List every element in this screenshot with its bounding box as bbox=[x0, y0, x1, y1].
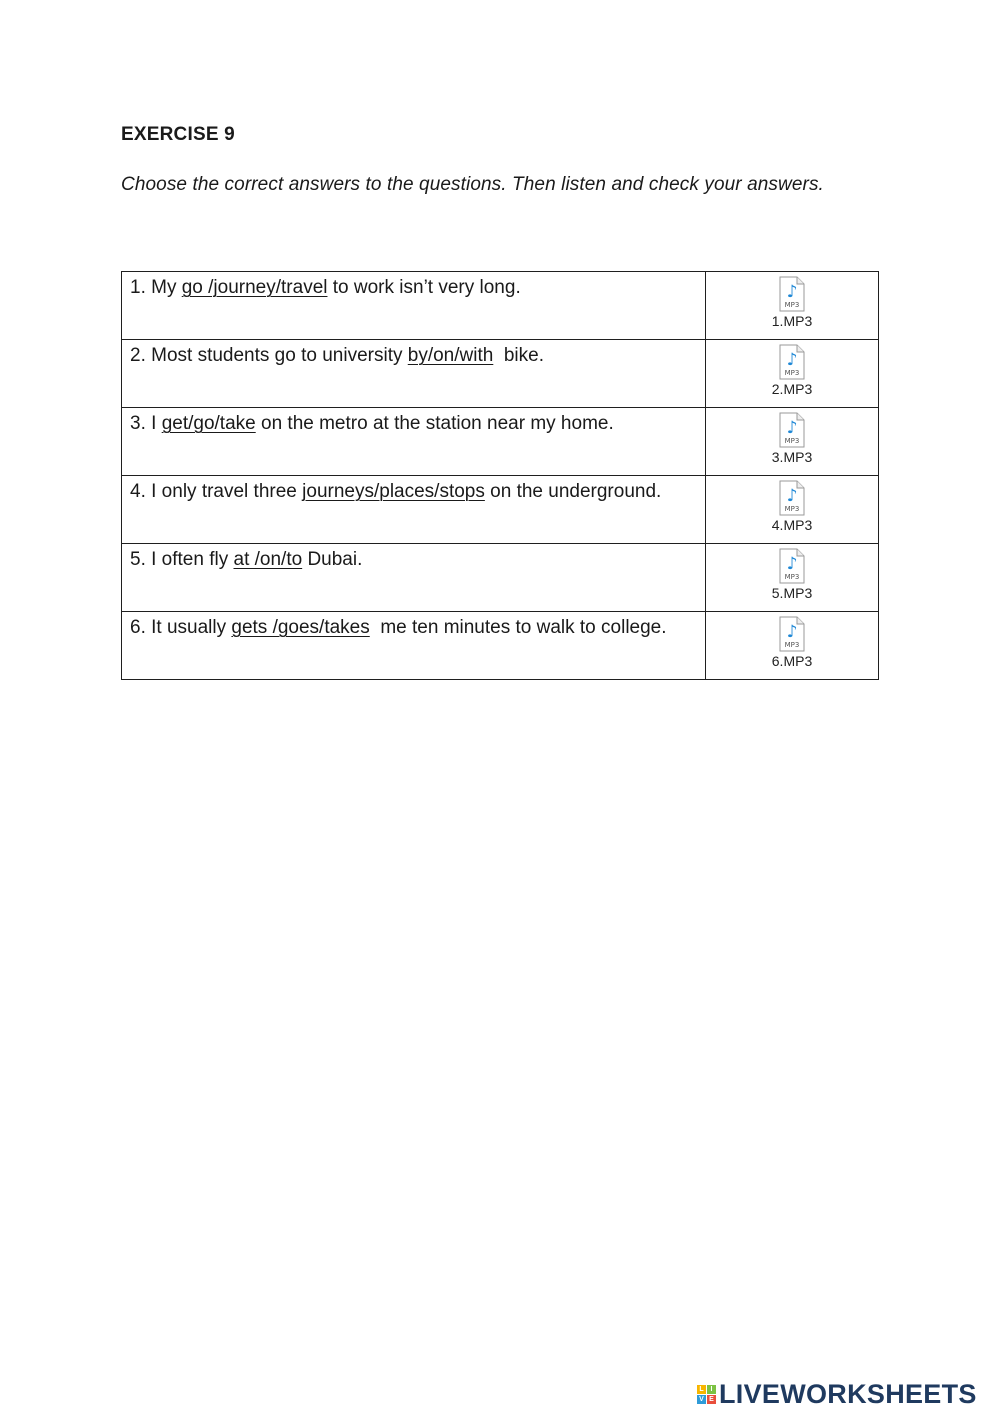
music-note-icon: ♪ bbox=[786, 622, 798, 642]
audio-file-button[interactable] bbox=[772, 480, 812, 533]
audio-file-button[interactable] bbox=[772, 616, 812, 669]
audio-file-button[interactable] bbox=[772, 548, 812, 601]
question-text: 5. I often fly bbox=[130, 549, 234, 570]
brand-mark-icon bbox=[697, 1385, 716, 1404]
question-cell bbox=[122, 272, 706, 340]
file-fold-shape bbox=[797, 413, 804, 420]
exercise-table bbox=[121, 271, 879, 680]
question-cell bbox=[122, 476, 706, 544]
mp3-badge: MP3 bbox=[784, 505, 800, 513]
liveworksheets-logo bbox=[697, 1378, 977, 1410]
question-text: me ten minutes to walk to college. bbox=[369, 617, 667, 638]
music-note-icon: ♪ bbox=[786, 418, 798, 438]
audio-file-label[interactable]: 5.MP3 bbox=[771, 585, 813, 601]
music-note-icon: ♪ bbox=[786, 282, 798, 302]
audio-cell bbox=[706, 476, 879, 544]
music-note-icon: ♪ bbox=[786, 554, 798, 574]
brand-mark-letter: V bbox=[697, 1395, 706, 1404]
table-row bbox=[122, 476, 879, 544]
answer-choices[interactable]: go /journey/travel bbox=[181, 277, 328, 298]
brand-mark-letter: I bbox=[707, 1385, 716, 1394]
answer-choices[interactable]: journeys/places/stops bbox=[302, 481, 485, 502]
question-text: on the metro at the station near my home. bbox=[255, 413, 614, 434]
answer-choices[interactable]: get/go/take bbox=[161, 413, 256, 434]
audio-cell bbox=[706, 612, 879, 680]
question-cell bbox=[122, 340, 706, 408]
mp3-file-icon[interactable] bbox=[777, 344, 807, 380]
file-fold-shape bbox=[797, 277, 804, 284]
brand-mark-letter: L bbox=[697, 1385, 706, 1394]
question-cell bbox=[122, 612, 706, 680]
mp3-file-icon[interactable] bbox=[777, 412, 807, 448]
audio-file-button[interactable] bbox=[772, 344, 812, 397]
question-cell bbox=[122, 544, 706, 612]
answer-choices[interactable]: by/on/with bbox=[407, 345, 494, 366]
mp3-badge: MP3 bbox=[784, 369, 800, 377]
question-text: to work isn’t very long. bbox=[327, 277, 521, 298]
audio-file-label[interactable]: 1.MP3 bbox=[771, 313, 813, 329]
file-fold-shape bbox=[797, 549, 804, 556]
music-note-icon: ♪ bbox=[786, 486, 798, 506]
audio-file-label[interactable]: 3.MP3 bbox=[771, 449, 813, 465]
mp3-file-icon[interactable] bbox=[777, 480, 807, 516]
question-text: 1. My bbox=[130, 277, 182, 298]
question-text: bike. bbox=[493, 345, 544, 366]
brand-mark-letter: E bbox=[707, 1395, 716, 1404]
audio-file-button[interactable] bbox=[772, 412, 812, 465]
table-row bbox=[122, 340, 879, 408]
mp3-badge: MP3 bbox=[784, 437, 800, 445]
mp3-badge: MP3 bbox=[784, 573, 800, 581]
question-text: Dubai. bbox=[302, 549, 363, 570]
mp3-badge: MP3 bbox=[784, 301, 800, 309]
question-text: 6. It usually bbox=[130, 617, 232, 638]
mp3-file-icon[interactable] bbox=[777, 616, 807, 652]
file-fold-shape bbox=[797, 345, 804, 352]
answer-choices[interactable]: gets /goes/takes bbox=[231, 617, 370, 638]
table-row bbox=[122, 544, 879, 612]
mp3-file-icon[interactable] bbox=[777, 548, 807, 584]
music-note-icon: ♪ bbox=[786, 350, 798, 370]
question-cell bbox=[122, 408, 706, 476]
exercise-title: EXERCISE 9 bbox=[121, 124, 235, 145]
audio-cell bbox=[706, 408, 879, 476]
brand-name: LIVEWORKSHEETS bbox=[719, 1378, 977, 1409]
question-text: 4. I only travel three bbox=[130, 481, 303, 502]
question-text: 2. Most students go to university bbox=[130, 345, 408, 366]
audio-file-label[interactable]: 6.MP3 bbox=[771, 653, 813, 669]
table-row bbox=[122, 272, 879, 340]
audio-file-label[interactable]: 2.MP3 bbox=[771, 381, 813, 397]
audio-file-label[interactable]: 4.MP3 bbox=[771, 517, 813, 533]
table-row bbox=[122, 408, 879, 476]
audio-file-button[interactable] bbox=[772, 276, 812, 329]
mp3-badge: MP3 bbox=[784, 641, 800, 649]
table-row bbox=[122, 612, 879, 680]
mp3-file-icon[interactable] bbox=[777, 276, 807, 312]
question-text: 3. I bbox=[130, 413, 162, 434]
audio-cell bbox=[706, 340, 879, 408]
audio-cell bbox=[706, 544, 879, 612]
audio-cell bbox=[706, 272, 879, 340]
exercise-instructions: Choose the correct answers to the questions. Then listen and check your answers. bbox=[121, 174, 824, 195]
file-fold-shape bbox=[797, 617, 804, 624]
answer-choices[interactable]: at /on/to bbox=[233, 549, 303, 570]
question-text: on the underground. bbox=[484, 481, 662, 502]
file-fold-shape bbox=[797, 481, 804, 488]
